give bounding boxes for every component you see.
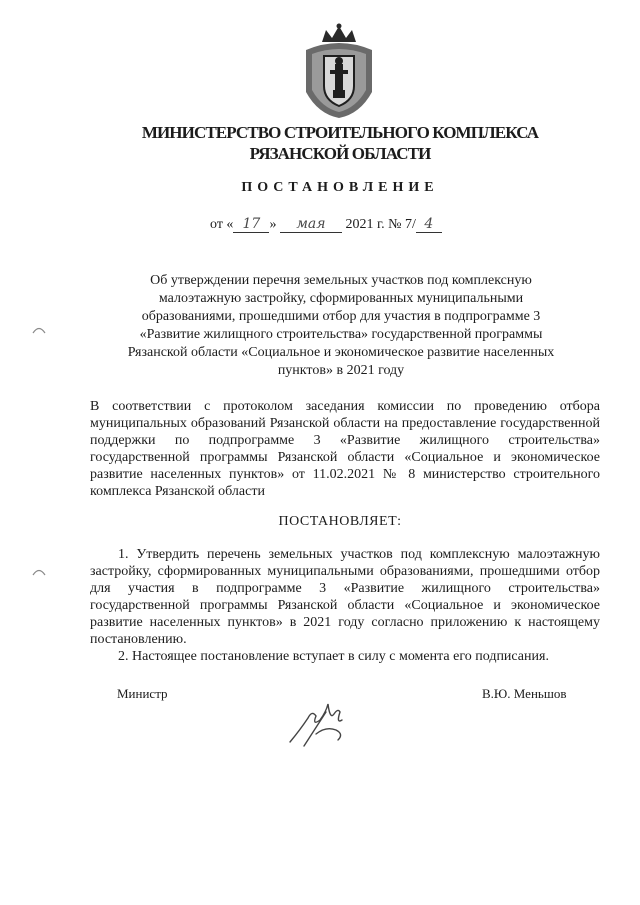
ryazan-coat-of-arms-icon <box>300 22 378 122</box>
ministry-line1: МИНИСТЕРСТВО СТРОИТЕЛЬНОГО КОМПЛЕКСА <box>141 123 539 142</box>
signatory-title: Министр <box>117 686 168 701</box>
resolves-heading: ПОСТАНОВЛЯЕТ: <box>278 514 402 529</box>
handwritten-signature-icon <box>286 690 356 750</box>
date-year: 2021 г. <box>345 217 385 232</box>
date-prefix: от « <box>210 217 234 232</box>
document-type: ПОСТАНОВЛЕНИЕ <box>241 180 439 195</box>
resolution-items <box>90 546 600 665</box>
punch-hole-icon <box>32 326 46 334</box>
resolution-item: 1. Утвердить перечень земельных участков под комплексную малоэтажную застройку, сформированных муниципальными образованиями, прошедшими отбор для участия в подпрограмме 3 «Развитие жилищного строительства» государственной программы Рязанской области «Социальное и экономическое развитие населенных пунктов» в 2021 году согласно приложению к настоящему постановлению. <box>90 547 600 647</box>
date-number-line <box>210 216 490 233</box>
signatory-name: В.Ю. Меньшов <box>482 686 567 701</box>
ministry-line2: РЯЗАНСКОЙ ОБЛАСТИ <box>249 144 431 163</box>
date-day: 17 <box>233 216 269 233</box>
punch-hole-icon <box>32 568 46 576</box>
preamble-paragraph: В соответствии с протоколом заседания комиссии по проведению отбора муниципальных образований Рязанской области на предоставление государственной поддержки по подпрограмме 3 «Развитие жилищного строительства» государственной программы Рязанской области «Социальное и экономическое развитие населенных пунктов» от 11.02.2021 № 8 министерство строительного комплекса Рязанской области <box>90 399 600 499</box>
date-quote-close: » <box>269 217 277 232</box>
date-month: мая <box>280 216 342 233</box>
resolution-item: 2. Настоящее постановление вступает в силу с момента его подписания. <box>118 649 549 664</box>
number-label: № 7/ <box>388 217 416 232</box>
ministry-name <box>120 122 560 164</box>
document-subject: Об утверждении перечня земельных участков под комплексную малоэтажную застройку, сформированных муниципальными образованиями, прошедшими отбор для участия в подпрограмме 3 «Развитие жилищного строительства» государственной программы Рязанской области «Социальное и экономическое развитие населенных пунктов» в 2021 году <box>127 273 555 378</box>
document-number: 4 <box>416 216 442 233</box>
